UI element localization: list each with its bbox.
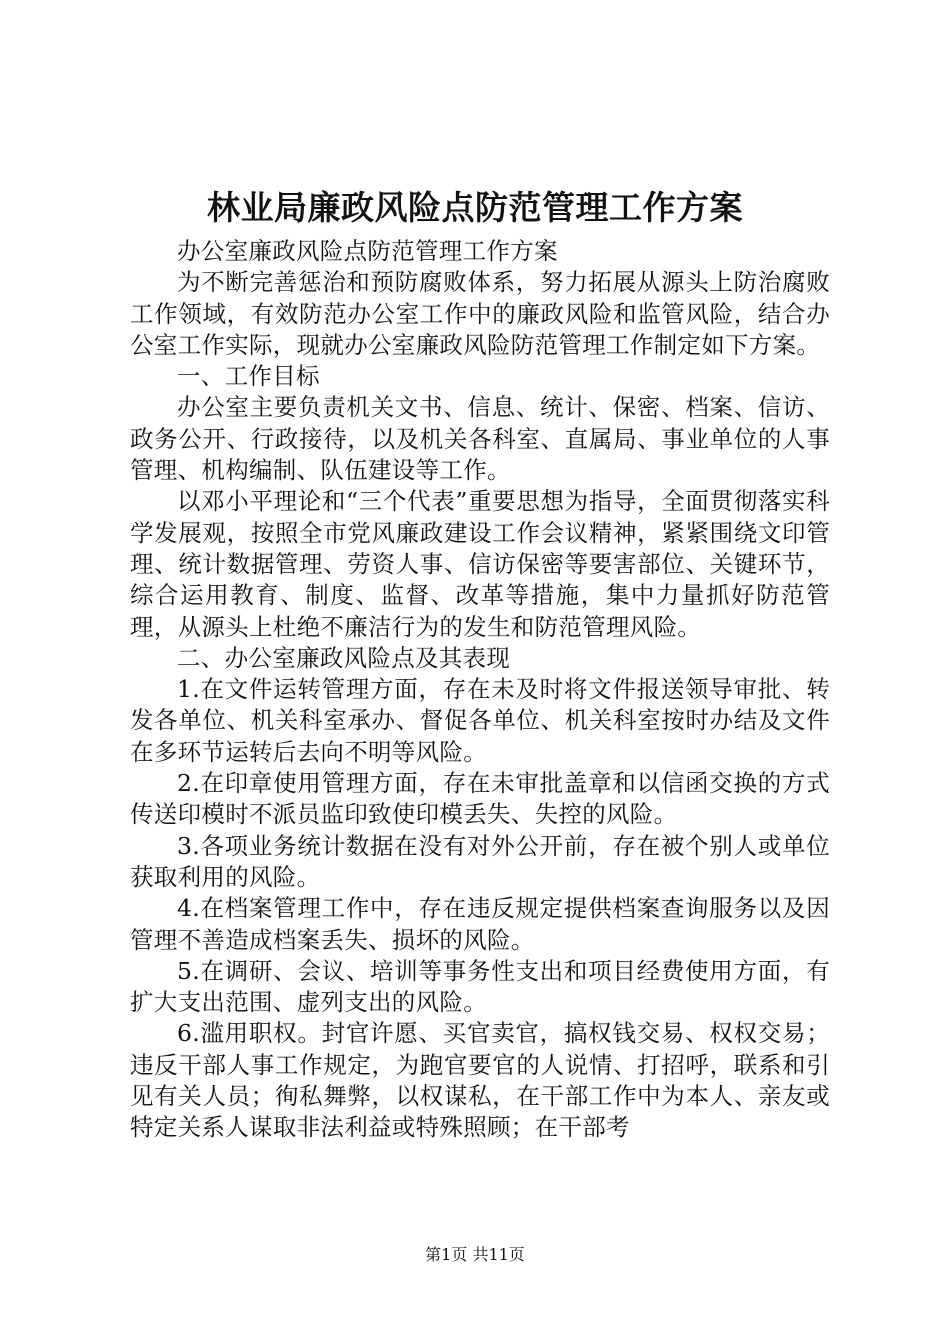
- list-item-risk-3: 3.各项业务统计数据在没有对外公开前，存在被个别人或单位获取利用的风险。: [130, 831, 830, 891]
- section-heading-goals: 一、工作目标: [177, 362, 320, 391]
- list-item-risk-1: 1.在文件运转管理方面，存在未及时将文件报送领导审批、转发各单位、机关科室承办、督促各单位、机关科室按时办结及文件在多环节运转后去向不明等风险。: [130, 675, 830, 766]
- paragraph-responsibilities: 办公室主要负责机关文书、信息、统计、保密、档案、信访、政务公开、行政接待，以及机关各科室、直属局、事业单位的人事管理、机构编制、队伍建设等工作。: [130, 393, 830, 485]
- list-item-risk-2: 2.在印章使用管理方面，存在未审批盖章和以信函交换的方式传送印模时不派员监印致使印模丢失、失控的风险。: [130, 769, 830, 829]
- paragraph-guiding-principle: 以邓小平理论和“三个代表”重要思想为指导，全面贯彻落实科学发展观，按照全市党风廉政建设工作会议精神，紧紧围绕文印管理、统计数据管理、劳资人事、信访保密等要害部位、关键环节，综合运用教育、制度、监督、改革等措施，集中力量抓好防范管理，从源头上杜绝不廉洁行为的发生和防范管理风险。: [130, 487, 830, 641]
- paragraph-intro: 为不断完善惩治和预防腐败体系，努力拓展从源头上防治腐败工作领域，有效防范办公室工作中的廉政风险和监管风险，结合办公室工作实际，现就办公室廉政风险防范管理工作制定如下方案。: [130, 268, 830, 359]
- list-item-risk-4: 4.在档案管理工作中，存在违反规定提供档案查询服务以及因管理不善造成档案丢失、损坏的风险。: [130, 894, 830, 954]
- section-heading-risk-points: 二、办公室廉政风险点及其表现: [177, 643, 511, 672]
- list-item-risk-5: 5.在调研、会议、培训等事务性支出和项目经费使用方面，有扩大支出范围、虚列支出的风险。: [130, 956, 830, 1017]
- paragraph-subtitle: 办公室廉政风险点防范管理工作方案: [177, 237, 558, 265]
- list-item-risk-6: 6.滥用职权。封官许愿、买官卖官，搞权钱交易、权权交易；违反干部人事工作规定，为跑官要官的人说情、打招呼，联系和引见有关人员；徇私舞弊，以权谋私，在干部工作中为本人、亲友或特定关系人谋取非法利益或特殊照顾；在干部考: [130, 1019, 830, 1142]
- document-title: 林业局廉政风险点防范管理工作方案: [207, 188, 743, 227]
- page-footer: 第1页 共11页: [425, 1245, 525, 1264]
- document-body: [130, 236, 830, 1144]
